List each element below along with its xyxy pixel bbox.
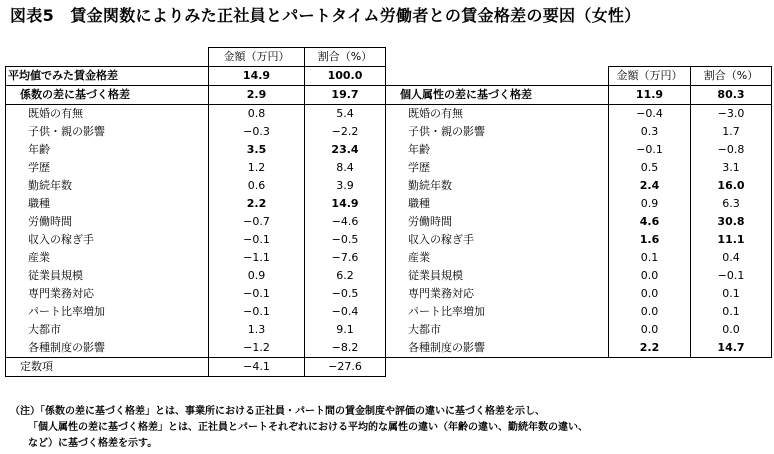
factor-label-left: 収入の稼ぎ手 — [6, 231, 209, 249]
factor-ratio-right: 14.7 — [691, 339, 772, 358]
section-row — [6, 86, 772, 105]
factor-ratio-right: 1.7 — [691, 123, 772, 141]
factor-amount-left: 0.6 — [209, 177, 305, 195]
factor-label-left: 従業員規模 — [6, 267, 209, 285]
constant-row — [6, 358, 772, 377]
factor-ratio-right: 0.1 — [691, 303, 772, 321]
factor-label-right: 収入の稼ぎ手 — [386, 231, 609, 249]
factor-amount-right: 1.6 — [609, 231, 691, 249]
factor-amount-left: −1.2 — [209, 339, 305, 358]
factor-ratio-right: 11.1 — [691, 231, 772, 249]
factor-ratio-left: 9.1 — [305, 321, 386, 339]
factor-row — [6, 105, 772, 124]
factor-ratio-right: 0.1 — [691, 285, 772, 303]
summary-label: 平均値でみた賃金格差 — [6, 67, 209, 86]
summary-ratio: 100.0 — [305, 67, 386, 86]
factor-label-right: 労働時間 — [386, 213, 609, 231]
factor-ratio-left: −2.2 — [305, 123, 386, 141]
factor-ratio-right: −0.1 — [691, 267, 772, 285]
factor-label-left: 産業 — [6, 249, 209, 267]
constant-amount: −4.1 — [209, 358, 305, 377]
factor-ratio-left: −0.4 — [305, 303, 386, 321]
factor-ratio-left: −7.6 — [305, 249, 386, 267]
footnote-line: （注）「係数の差に基づく格差」とは、事業所における正社員・パート間の賃金制度や評価の違いに基づく格差を示し、 — [10, 406, 545, 417]
factor-label-right: 既婚の有無 — [386, 105, 609, 124]
factor-amount-right: 0.1 — [609, 249, 691, 267]
footnote-line: など）に基づく格差を示す。 — [28, 438, 158, 449]
factor-amount-right: 0.9 — [609, 195, 691, 213]
factor-amount-left: −1.1 — [209, 249, 305, 267]
factor-ratio-left: −8.2 — [305, 339, 386, 358]
coefficient-gap-amount: 2.9 — [209, 86, 305, 105]
factor-ratio-right: 16.0 — [691, 177, 772, 195]
factor-amount-left: 0.9 — [209, 267, 305, 285]
factor-ratio-left: 14.9 — [305, 195, 386, 213]
attribute-gap-amount: 11.9 — [609, 86, 691, 105]
factor-amount-right: −0.1 — [609, 141, 691, 159]
factor-ratio-left: 8.4 — [305, 159, 386, 177]
summary-row — [6, 67, 772, 86]
factor-label-left: 年齢 — [6, 141, 209, 159]
factor-row — [6, 123, 772, 141]
factor-label-right: 各種制度の影響 — [386, 339, 609, 358]
right-ratio-header: 割合（%） — [691, 67, 772, 86]
factor-label-left: 既婚の有無 — [6, 105, 209, 124]
factor-amount-right: 4.6 — [609, 213, 691, 231]
summary-amount: 14.9 — [209, 67, 305, 86]
factor-amount-left: 3.5 — [209, 141, 305, 159]
factor-ratio-right: 0.0 — [691, 321, 772, 339]
factor-ratio-right: −3.0 — [691, 105, 772, 124]
constant-label: 定数項 — [6, 358, 209, 377]
factor-row — [6, 213, 772, 231]
page-title: 図表5 賃金関数によりみた正社員とパートタイム労働者との賃金格差の要因（女性） — [10, 6, 641, 25]
factor-amount-right: 2.2 — [609, 339, 691, 358]
factor-amount-left: 0.8 — [209, 105, 305, 124]
right-amount-header: 金額（万円） — [609, 67, 691, 86]
factor-row — [6, 195, 772, 213]
factor-row — [6, 285, 772, 303]
factor-label-right: 従業員規模 — [386, 267, 609, 285]
left-ratio-header: 割合（%） — [305, 48, 386, 67]
factor-label-right: 専門業務対応 — [386, 285, 609, 303]
factor-ratio-left: 3.9 — [305, 177, 386, 195]
factor-amount-left: −0.1 — [209, 285, 305, 303]
factor-label-right: パート比率増加 — [386, 303, 609, 321]
footnote-line: 「個人属性の差に基づく格差」とは、正社員とパートそれぞれにおける平均的な属性の違い（年齢の違い、勤続年数の違い、 — [28, 422, 588, 433]
factor-label-left: 子供・親の影響 — [6, 123, 209, 141]
factor-label-left: 大都市 — [6, 321, 209, 339]
coefficient-gap-ratio: 19.7 — [305, 86, 386, 105]
factor-row — [6, 159, 772, 177]
factor-label-left: 専門業務対応 — [6, 285, 209, 303]
coefficient-gap-label: 係数の差に基づく格差 — [6, 86, 209, 105]
factor-amount-left: −0.3 — [209, 123, 305, 141]
factor-label-left: 勤続年数 — [6, 177, 209, 195]
factor-label-left: パート比率増加 — [6, 303, 209, 321]
factor-ratio-right: 30.8 — [691, 213, 772, 231]
factor-amount-left: 2.2 — [209, 195, 305, 213]
factor-amount-right: 0.3 — [609, 123, 691, 141]
factor-label-right: 子供・親の影響 — [386, 123, 609, 141]
factor-amount-left: −0.7 — [209, 213, 305, 231]
factor-label-right: 大都市 — [386, 321, 609, 339]
factor-label-left: 労働時間 — [6, 213, 209, 231]
factor-row — [6, 321, 772, 339]
factor-label-left: 各種制度の影響 — [6, 339, 209, 358]
factor-amount-left: −0.1 — [209, 231, 305, 249]
factor-ratio-right: 6.3 — [691, 195, 772, 213]
factor-row — [6, 177, 772, 195]
factor-amount-right: 0.0 — [609, 267, 691, 285]
factor-row — [6, 141, 772, 159]
factor-row — [6, 339, 772, 358]
factor-row — [6, 231, 772, 249]
factor-ratio-left: −0.5 — [305, 285, 386, 303]
factor-label-right: 学歴 — [386, 159, 609, 177]
factor-ratio-left: 6.2 — [305, 267, 386, 285]
factor-amount-left: −0.1 — [209, 303, 305, 321]
factor-amount-right: 2.4 — [609, 177, 691, 195]
factor-ratio-right: −0.8 — [691, 141, 772, 159]
factor-amount-right: 0.0 — [609, 321, 691, 339]
attribute-gap-ratio: 80.3 — [691, 86, 772, 105]
factor-amount-right: −0.4 — [609, 105, 691, 124]
header-row — [6, 48, 772, 67]
factor-amount-right: 0.0 — [609, 303, 691, 321]
factor-ratio-left: −0.5 — [305, 231, 386, 249]
factor-amount-right: 0.5 — [609, 159, 691, 177]
footnote — [10, 404, 770, 452]
factor-ratio-left: 23.4 — [305, 141, 386, 159]
factor-row — [6, 249, 772, 267]
factor-label-left: 職種 — [6, 195, 209, 213]
factor-amount-right: 0.0 — [609, 285, 691, 303]
factor-amount-left: 1.3 — [209, 321, 305, 339]
factor-row — [6, 303, 772, 321]
constant-ratio: −27.6 — [305, 358, 386, 377]
factor-label-right: 年齢 — [386, 141, 609, 159]
factor-label-right: 職種 — [386, 195, 609, 213]
left-amount-header: 金額（万円） — [209, 48, 305, 67]
factor-ratio-left: 5.4 — [305, 105, 386, 124]
factor-ratio-right: 0.4 — [691, 249, 772, 267]
factor-ratio-right: 3.1 — [691, 159, 772, 177]
factor-label-right: 産業 — [386, 249, 609, 267]
factor-amount-left: 1.2 — [209, 159, 305, 177]
factor-row — [6, 267, 772, 285]
factor-label-right: 勤続年数 — [386, 177, 609, 195]
factor-ratio-left: −4.6 — [305, 213, 386, 231]
factor-label-left: 学歴 — [6, 159, 209, 177]
wage-gap-table — [5, 47, 772, 377]
attribute-gap-label: 個人属性の差に基づく格差 — [386, 86, 609, 105]
